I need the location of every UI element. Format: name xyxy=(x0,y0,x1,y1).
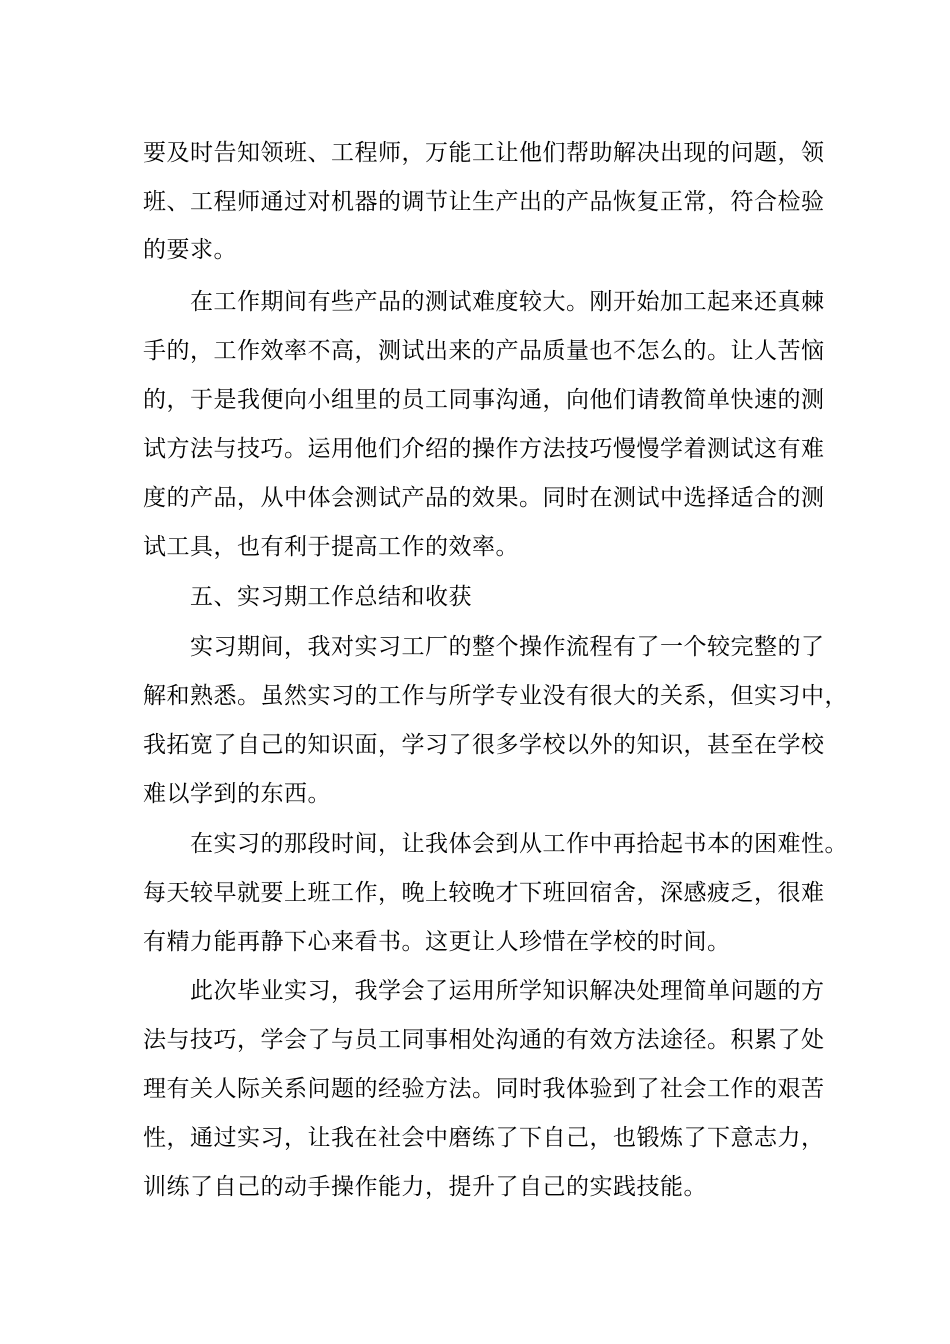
text-line: 法与技巧，学会了与员工同事相处沟通的有效方法途径。积累了处 xyxy=(143,1027,825,1053)
paragraph-first-line: 在实习的那段时间，让我体会到从工作中再拾起书本的困难性。 xyxy=(190,831,848,857)
text-line: 的要求。 xyxy=(143,237,237,263)
text-line: 每天较早就要上班工作，晚上较晚才下班回宿舍，深感疲乏，很难 xyxy=(143,880,825,906)
text-line: 难以学到的东西。 xyxy=(143,781,331,807)
paragraph-first-line: 实习期间，我对实习工厂的整个操作流程有了一个较完整的了 xyxy=(190,634,825,660)
text-line: 有精力能再静下心来看书。这更让人珍惜在学校的时间。 xyxy=(143,929,731,955)
text-line: 要及时告知领班、工程师，万能工让他们帮助解决出现的问题，领 xyxy=(143,140,825,166)
text-line: 我拓宽了自己的知识面，学习了很多学校以外的知识，甚至在学校 xyxy=(143,732,825,758)
paragraph-first-line: 在工作期间有些产品的测试难度较大。刚开始加工起来还真棘 xyxy=(190,289,825,315)
section-heading: 五、实习期工作总结和收获 xyxy=(190,584,472,610)
text-line: 试方法与技巧。运用他们介绍的操作方法技巧慢慢学着测试这有难 xyxy=(143,436,825,462)
text-line: 理有关人际关系问题的经验方法。同时我体验到了社会工作的艰苦 xyxy=(143,1076,825,1102)
paragraph-first-line: 此次毕业实习，我学会了运用所学知识解决处理简单问题的方 xyxy=(190,978,825,1004)
text-line: 试工具，也有利于提高工作的效率。 xyxy=(143,534,519,560)
text-line: 性，通过实习，让我在社会中磨练了下自己，也锻炼了下意志力， xyxy=(143,1125,825,1151)
text-line: 手的，工作效率不高，测试出来的产品质量也不怎么的。让人苦恼 xyxy=(143,338,825,364)
text-line: 度的产品，从中体会测试产品的效果。同时在测试中选择适合的测 xyxy=(143,485,825,511)
text-line: 班、工程师通过对机器的调节让生产出的产品恢复正常，符合检验 xyxy=(143,189,825,215)
text-line: 解和熟悉。虽然实习的工作与所学专业没有很大的关系，但实习中， xyxy=(143,683,848,709)
text-line: 训练了自己的动手操作能力，提升了自己的实践技能。 xyxy=(143,1174,707,1200)
text-line: 的，于是我便向小组里的员工同事沟通，向他们请教简单快速的测 xyxy=(143,387,825,413)
